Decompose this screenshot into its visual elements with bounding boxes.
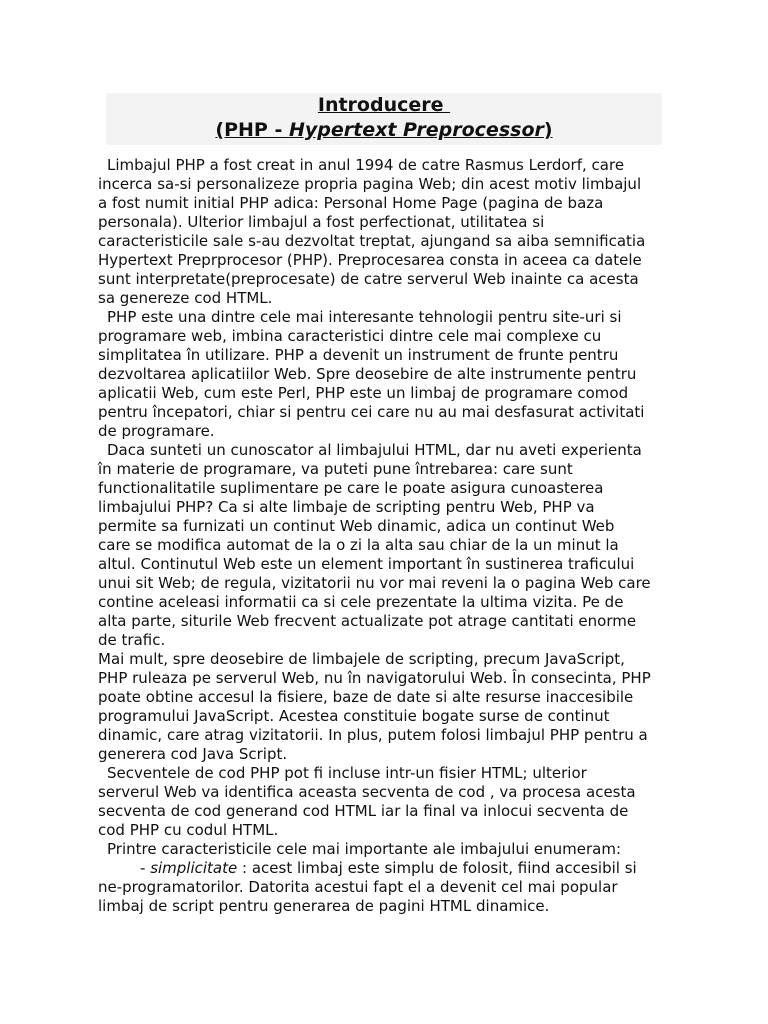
text-line: permite sa furnizati un continut Web dinamic, adica un continut Web [98, 517, 615, 535]
text-line: generera cod Java Script. [98, 745, 288, 763]
text-line: PHP ruleaza pe serverul Web, nu în navigatorului Web. În consecinta, PHP [98, 669, 651, 687]
body-text [98, 156, 698, 916]
text-line: functionalitatile suplimentare pe care le poate asigura cunoasterea [98, 479, 604, 497]
text-line: programare web, imbina caracteristici dintre cele mai complexe cu [98, 327, 602, 345]
title-prefix: (PHP - [215, 119, 289, 141]
text-line: serverul Web va identifica aceasta secventa de cod , va procesa acesta [98, 783, 636, 801]
list-item-simplicitate [98, 859, 698, 878]
text-line: de trafic. [98, 631, 166, 649]
title-suffix: ) [543, 119, 553, 141]
title-italic: Hypertext Preprocessor [288, 119, 544, 141]
text-line: care se modifica automat de la o zi la alta sau chiar de la un minut la [98, 536, 619, 554]
text-line: dinamic, care atrag vizitatorii. In plus, putem folosi limbajul PHP pentru a [98, 726, 648, 744]
text-line: altul. Continutul Web este un element important în sustinerea traficului [98, 555, 635, 573]
tail-lines [98, 878, 698, 916]
text-line: incerca sa-si personalizeze propria pagina Web; din acest motiv limbajul [98, 175, 642, 193]
text-line: ne-programatorilor. Datorita acestui fapt el a devenit cel mai popular [98, 878, 618, 896]
text-line: pentru începatori, chiar si pentru cei care nu au mai desfasurat activitati [98, 403, 645, 421]
title-line-1: Introducere [317, 94, 451, 116]
text-line: Hypertext Preprprocesor (PHP). Preprocesarea consta in aceea ca datele [98, 251, 642, 269]
text-line: Daca sunteti un cunoscator al limbajului HTML, dar nu aveti experienta [107, 441, 642, 459]
list-rest: : acest limbaj este simplu de folosit, fiind accesibil si [237, 859, 637, 877]
list-dash: - [140, 859, 151, 877]
text-line: Printre caracteristicile cele mai importante ale imbajului enumeram: [107, 840, 621, 858]
text-line: de programare. [98, 422, 215, 440]
title-line-2 [106, 118, 662, 143]
text-line: cod PHP cu codul HTML. [98, 821, 279, 839]
text-line: contine aceleasi informatii ca si cele prezentate la ultima vizita. Pe de [98, 593, 624, 611]
text-line: Secventele de cod PHP pot fi incluse intr-un fisier HTML; ulterior [107, 764, 587, 782]
text-line: sunt interpretate(preprocesate) de catre serverul Web inainte ca acesta [98, 270, 639, 288]
list-term: simplicitate [150, 859, 238, 877]
text-line: a fost numit initial PHP adica: Personal Home Page (pagina de baza [98, 194, 604, 212]
text-line: secventa de cod generand cod HTML iar la final va inlocui secventa de [98, 802, 629, 820]
paragraph-lines [98, 156, 698, 859]
text-line: personala). Ulterior limbajul a fost perfectionat, utilitatea si [98, 213, 545, 231]
text-line: poate obtine accesul la fisiere, baze de date si alte resurse inaccesibile [98, 688, 634, 706]
text-line: limbajului PHP? Ca si alte limbaje de scripting pentru Web, PHP va [98, 498, 595, 516]
text-line: alta parte, siturile Web frecvent actualizate pot atrage cantitati enorme [98, 612, 637, 630]
text-line: caracteristicile sale s-au dezvoltat treptat, ajungand sa aiba semnificatia [98, 232, 646, 250]
text-line: PHP este una dintre cele mai interesante tehnologii pentru site-uri si [107, 308, 622, 326]
title-block [106, 93, 662, 145]
text-line: programului JavaScript. Acestea constituie bogate surse de continut [98, 707, 610, 725]
text-line: în materie de programare, va puteti pune întrebarea: care sunt [98, 460, 573, 478]
text-line: simplitatea în utilizare. PHP a devenit un instrument de frunte pentru [98, 346, 619, 364]
text-line: unui sit Web; de regula, vizitatorii nu vor mai reveni la o pagina Web care [98, 574, 651, 592]
text-line: limbaj de script pentru generarea de pagini HTML dinamice. [98, 897, 550, 915]
text-line: Mai mult, spre deosebire de limbajele de scripting, precum JavaScript, [98, 650, 625, 668]
text-line: aplicatii Web, cum este Perl, PHP este un limbaj de programare comod [98, 384, 629, 402]
text-line: Limbajul PHP a fost creat in anul 1994 de catre Rasmus Lerdorf, care [107, 156, 625, 174]
text-line: dezvoltarea aplicatiilor Web. Spre deosebire de alte instrumente pentru [98, 365, 637, 383]
text-line: sa genereze cod HTML. [98, 289, 273, 307]
